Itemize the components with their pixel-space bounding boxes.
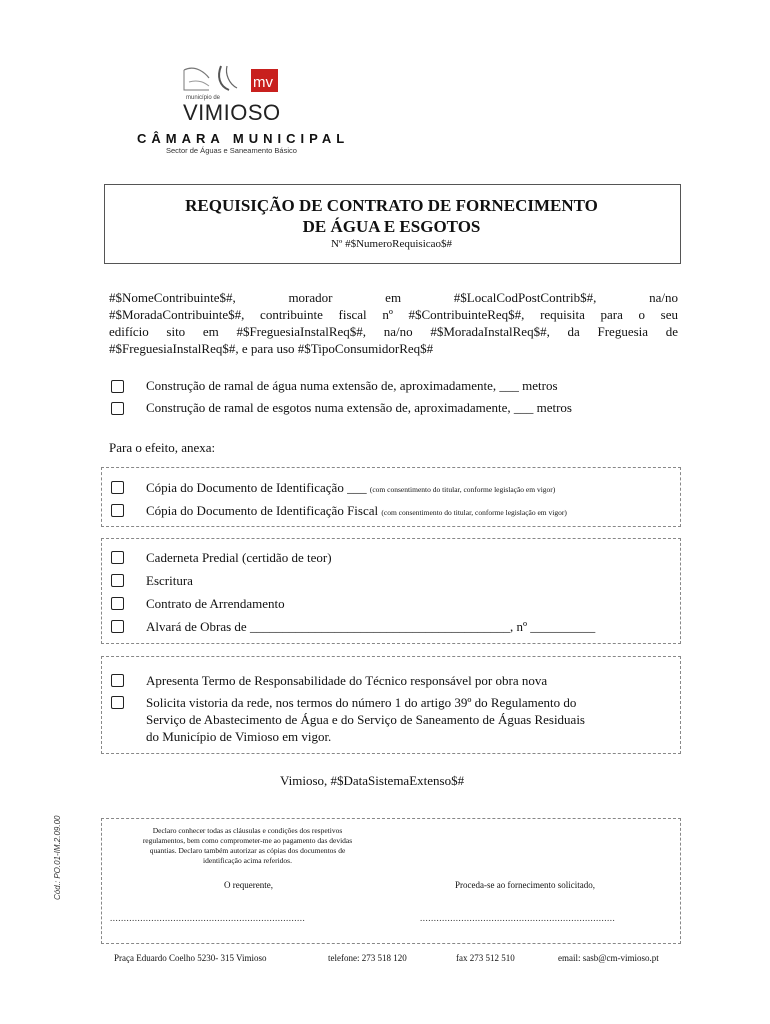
logo-name: VIMIOSO xyxy=(183,100,281,125)
intro-line-1: #$NomeContribuinte$#, morador em #$LocalCodPostContrib$#, na/no xyxy=(109,290,678,305)
declaration-text xyxy=(115,826,380,866)
building-permit-checkbox[interactable] xyxy=(111,620,124,633)
approval-label: Proceda-se ao fornecimento solicitado, xyxy=(455,880,595,890)
declaration-line-2: regulamentos, bem como comprometer-me ao pagamento das devidas xyxy=(142,836,353,845)
lease-contract-checkbox[interactable] xyxy=(111,597,124,610)
document-code: Cód.: PO.01-IM.2.09.00 xyxy=(53,815,62,900)
lease-contract-label: Contrato de Arrendamento xyxy=(146,596,285,611)
place-date: Vimioso, #$DataSistemaExtenso$# xyxy=(280,773,465,788)
technician-term-label: Apresenta Termo de Responsabilidade do Técnico responsável por obra nova xyxy=(146,673,548,688)
network-inspection-checkbox[interactable] xyxy=(111,696,124,709)
organization-name: CÂMARA MUNICIPAL xyxy=(137,131,350,146)
building-permit-label: Alvará de Obras de ________________________________________, nº __________ xyxy=(146,619,596,634)
property-record-label: Caderneta Predial (certidão de teor) xyxy=(146,550,332,565)
water-branch-checkbox[interactable] xyxy=(111,380,124,393)
id-document-note: (com consentimento do titular, conforme legislação em vigor) xyxy=(369,485,556,494)
network-inspection-label-cont-1: Serviço de Abastecimento de Água e do Serviço de Saneamento de Águas Residuais xyxy=(146,712,585,727)
logo-caption: município de xyxy=(186,95,221,101)
id-document-item xyxy=(146,480,555,496)
declaration-line-1: Declaro conhecer todas as cláusulas e condições dos respetivos xyxy=(152,826,343,835)
id-document-label: Cópia do Documento de Identificação ___ xyxy=(146,480,367,495)
sewage-branch-label: Construção de ramal de esgotos numa extensão de, aproximadamente, ___ metros xyxy=(146,400,572,415)
fiscal-id-label: Cópia do Documento de Identificação Fiscal xyxy=(146,503,379,518)
applicant-label: O requerente, xyxy=(224,880,273,890)
approval-signature-line[interactable]: ....................................................................... xyxy=(420,913,616,923)
footer-email: email: sasb@cm-vimioso.pt xyxy=(558,953,659,963)
footer-fax: fax 273 512 510 xyxy=(456,953,515,963)
declaration-line-4: identificação acima referidos. xyxy=(203,856,292,865)
requisition-number: Nº #$NumeroRequisicao$# xyxy=(330,238,453,250)
document-title-line-1: REQUISIÇÃO DE CONTRATO DE FORNECIMENTO xyxy=(185,196,598,215)
intro-line-4: #$FreguesiaInstalReq$#, e para uso #$TipoConsumidorReq$# xyxy=(109,341,434,356)
organization-sector: Sector de Águas e Saneamento Básico xyxy=(166,146,297,155)
intro-line-3: edifício sito em #$FreguesiaInstalReq$#, na/no #$MoradaInstalReq$#, da Freguesia de xyxy=(109,324,678,339)
network-inspection-label-cont-2: do Município de Vimioso em vigor. xyxy=(146,729,332,744)
applicant-signature-line[interactable]: ....................................................................... xyxy=(110,913,306,923)
declaration-line-3: quantias. Declaro também autorizar as cópias dos documentos de xyxy=(149,846,346,855)
fiscal-id-checkbox[interactable] xyxy=(111,504,124,517)
fiscal-id-note: (com consentimento do titular, conforme legislação em vigor) xyxy=(381,508,567,517)
technician-term-checkbox[interactable] xyxy=(111,674,124,687)
id-document-checkbox[interactable] xyxy=(111,481,124,494)
document-title-line-2: DE ÁGUA E ESGOTOS xyxy=(302,217,481,236)
footer-phone: telefone: 273 518 120 xyxy=(328,953,407,963)
water-branch-label: Construção de ramal de água numa extensão de, aproximadamente, ___ metros xyxy=(146,378,558,393)
deed-label: Escritura xyxy=(146,573,193,588)
annex-heading: Para o efeito, anexa: xyxy=(109,440,216,455)
fiscal-id-item xyxy=(146,503,567,519)
property-record-checkbox[interactable] xyxy=(111,551,124,564)
logo-mark-text: mv xyxy=(253,74,273,91)
footer-address: Praça Eduardo Coelho 5230- 315 Vimioso xyxy=(114,953,267,963)
deed-checkbox[interactable] xyxy=(111,574,124,587)
sewage-branch-checkbox[interactable] xyxy=(111,402,124,415)
network-inspection-label: Solicita vistoria da rede, nos termos do número 1 do artigo 39º do Regulamento do xyxy=(146,695,577,710)
intro-line-2: #$MoradaContribuinte$#, contribuinte fiscal nº #$ContribuinteReq$#, requisita para o seu xyxy=(109,307,678,322)
